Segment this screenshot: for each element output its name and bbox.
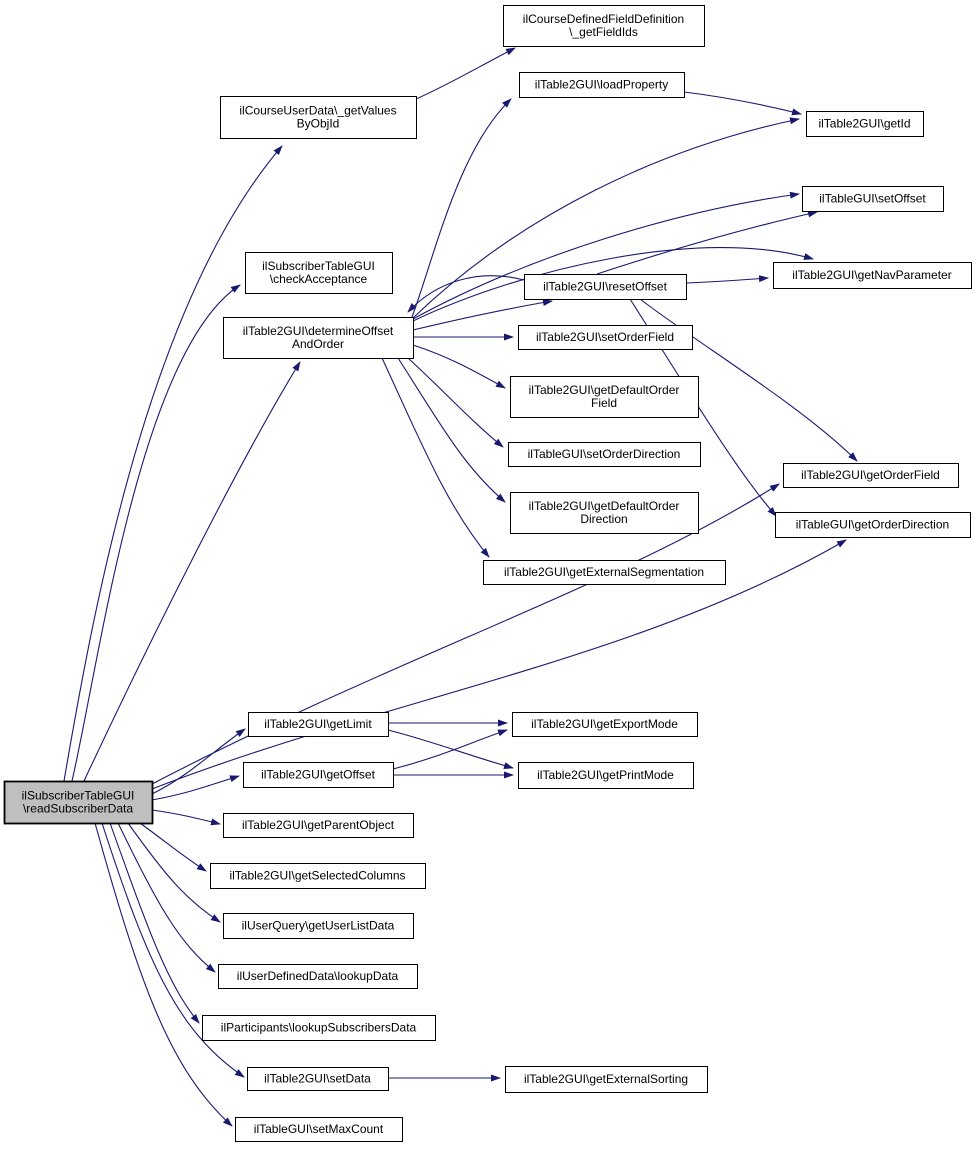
node-set-order-field[interactable] <box>519 326 693 350</box>
node-label: ilTableGUI\getOrderDirection <box>795 517 950 532</box>
node-label: ilTable2GUI\getLimit <box>264 717 372 731</box>
node-label: ilParticipants\lookupSubscribersData <box>220 1020 417 1035</box>
edge-layer <box>64 48 857 1126</box>
node-read-subscriber-data[interactable] <box>5 782 153 824</box>
node-label: ilTable2GUI\getNavParameter <box>792 268 952 282</box>
node-set-order-direction[interactable] <box>509 443 701 467</box>
node-label: ilTable2GUI\setOrderField <box>535 330 675 344</box>
node-label: ilTable2GUI\getOrderField <box>801 468 940 482</box>
node-label: ilUserQuery\getUserListData <box>241 918 395 933</box>
node-label: ilTable2GUI\getParentObject <box>241 818 395 832</box>
node-get-field-ids[interactable] <box>504 6 705 47</box>
node-label: ilTable2GUI\getDefaultOrder <box>528 499 680 513</box>
node-label: ilTableGUI\setOffset <box>819 191 926 206</box>
edge-determine-offset-and-order-to-get-default-order-field <box>413 345 505 388</box>
node-set-data[interactable] <box>248 1068 389 1091</box>
node-label: ilTable2GUI\setData <box>264 1071 371 1086</box>
node-label: ilTable2GUI\determineOffset <box>242 324 394 338</box>
node-get-external-segmentation[interactable] <box>484 561 726 585</box>
node-load-property[interactable] <box>520 73 685 98</box>
node-check-acceptance[interactable] <box>246 253 393 294</box>
edge-read-subscriber-data-to-get-offset <box>152 776 239 800</box>
edge-read-subscriber-data-to-get-limit <box>152 729 245 794</box>
edge-get-limit-to-get-print-mode <box>388 730 513 768</box>
node-lookup-subscribers-data[interactable] <box>203 1016 436 1041</box>
edge-get-values-by-obj-id-to-get-field-ids <box>416 48 515 99</box>
node-get-nav-parameter[interactable] <box>774 263 972 289</box>
node-label: ilSubscriberTableGUI <box>21 788 135 803</box>
node-label: ilTable2GUI\getPrintMode <box>537 768 674 782</box>
node-set-offset[interactable] <box>803 187 944 212</box>
node-get-parent-object[interactable] <box>224 814 414 838</box>
node-determine-offset-and-order[interactable] <box>224 318 414 359</box>
edge-read-subscriber-data-to-get-selected-columns <box>140 823 206 871</box>
node-label: Direction <box>580 512 628 526</box>
edge-load-property-to-get-id <box>684 92 801 114</box>
edge-read-subscriber-data-to-get-values-by-obj-id <box>64 146 282 781</box>
node-get-default-order-direction[interactable] <box>511 493 699 534</box>
node-label: ilTable2GUI\getSelectedColumns <box>229 868 406 883</box>
node-get-limit[interactable] <box>249 713 389 737</box>
node-get-order-direction[interactable] <box>776 513 971 538</box>
node-lookup-data[interactable] <box>219 965 418 989</box>
node-get-id[interactable] <box>807 112 924 137</box>
node-get-export-mode[interactable] <box>513 713 698 737</box>
node-get-order-field[interactable] <box>784 464 959 488</box>
edge-determine-offset-and-order-to-set-order-direction <box>408 358 503 447</box>
node-get-external-sorting[interactable] <box>506 1067 708 1093</box>
edge-determine-offset-and-order-to-load-property <box>412 99 511 317</box>
edge-reset-offset-to-get-nav-parameter <box>686 278 768 283</box>
node-label: ilTable2GUI\getDefaultOrder <box>528 383 680 397</box>
node-label: ilTable2GUI\getExternalSegmentation <box>503 565 705 579</box>
node-get-print-mode[interactable] <box>519 763 694 789</box>
node-label: ilTable2GUI\getExportMode <box>531 717 678 731</box>
node-label: ilCourseDefinedFieldDefinition <box>522 12 685 26</box>
node-label: ilTable2GUI\getId <box>818 116 911 131</box>
node-get-values-by-obj-id[interactable] <box>221 97 417 139</box>
edge-read-subscriber-data-to-get-user-list-data <box>128 823 220 922</box>
node-label: ilTableGUI\setOrderDirection <box>527 447 681 461</box>
edge-determine-offset-and-order-to-get-external-segmentation <box>382 358 489 557</box>
node-get-selected-columns[interactable] <box>211 864 426 889</box>
node-label: \readSubscriberData <box>22 801 134 816</box>
node-label: ByObjId <box>296 116 340 131</box>
node-reset-offset[interactable] <box>525 275 687 300</box>
node-label: \checkAcceptance <box>269 272 368 286</box>
node-label: ilUserDefinedData\lookupData <box>236 969 399 983</box>
node-layer <box>5 6 972 1142</box>
node-label: ilTable2GUI\resetOffset <box>543 279 667 294</box>
node-label: \_getFieldIds <box>569 25 638 39</box>
edge-read-subscriber-data-to-get-parent-object <box>152 810 220 824</box>
node-label: AndOrder <box>291 337 345 351</box>
node-set-max-count[interactable] <box>236 1118 403 1142</box>
node-label: ilTable2GUI\loadProperty <box>534 77 669 92</box>
node-label: ilTable2GUI\getOffset <box>261 767 375 782</box>
node-label: ilCourseUserData\_getValues <box>239 103 397 118</box>
node-label: Field <box>590 396 618 410</box>
node-label: ilTable2GUI\getExternalSorting <box>523 1072 689 1086</box>
node-get-user-list-data[interactable] <box>224 914 414 939</box>
node-label: ilSubscriberTableGUI <box>262 259 375 273</box>
node-get-default-order-field[interactable] <box>511 377 699 418</box>
node-label: ilTableGUI\setMaxCount <box>253 1122 384 1136</box>
edge-determine-offset-and-order-to-set-offset <box>413 194 799 319</box>
node-get-offset[interactable] <box>244 763 394 788</box>
edge-read-subscriber-data-to-lookup-subscribers-data <box>110 823 199 1023</box>
edge-read-subscriber-data-to-check-acceptance <box>72 285 240 781</box>
